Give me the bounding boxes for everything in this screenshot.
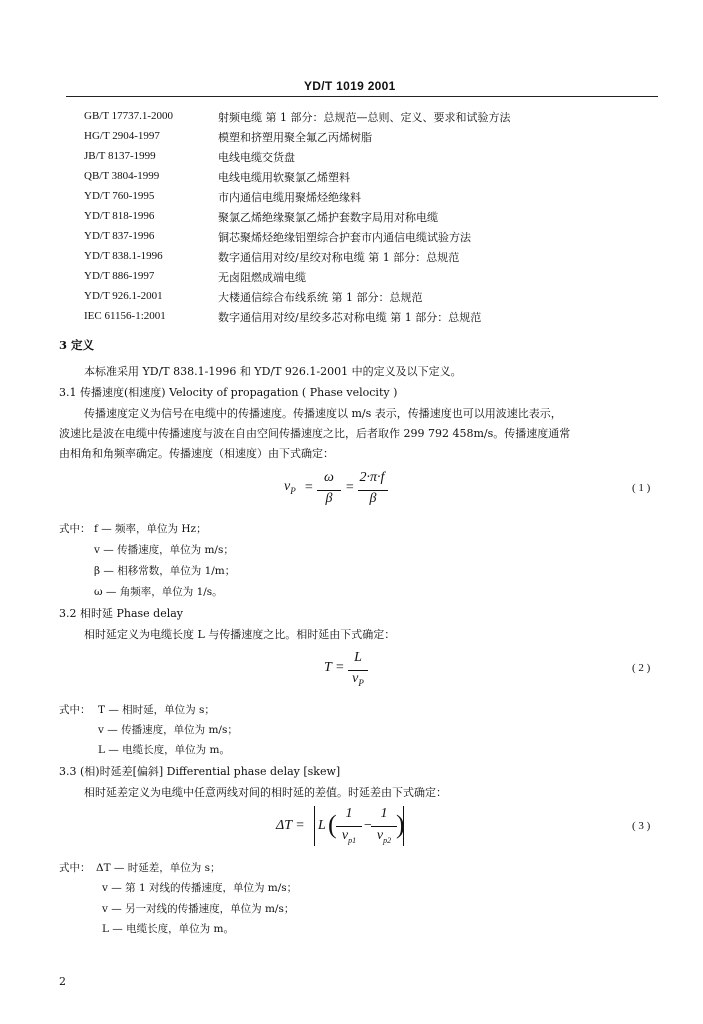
paren-left: (: [328, 810, 337, 839]
ref-code: YD/T 837-1996: [84, 230, 155, 242]
ref-title: 电线电缆交货盘: [218, 151, 295, 164]
fraction-bar: [371, 826, 397, 827]
subsection-heading-3-3: 3.3 (相)时延差[偏斜] Differential phase delay [skew]: [59, 765, 341, 778]
equation-number: ( 1 ): [632, 482, 651, 494]
ref-title: 射频电缆 第 1 部分：总规范—总则、定义、要求和试验方法: [218, 111, 511, 124]
where-item: v — 传播速度，单位为 m/s；: [94, 544, 234, 556]
page-number: 2: [59, 975, 66, 988]
ref-title: 市内通信电缆用聚烯烃绝缘料: [218, 191, 361, 204]
ref-code: YD/T 926.1-2001: [84, 290, 163, 302]
eq-subscript: p1: [348, 835, 357, 845]
section-intro: 本标准采用 YD/T 838.1-1996 和 YD/T 926.1-2001 中的定义及以下定义。: [84, 365, 462, 378]
where-item: v — 传播速度，单位为 m/s；: [98, 724, 238, 736]
subsection-heading-3-2: 3.2 相时延 Phase delay: [59, 607, 184, 620]
fraction-bar: [336, 826, 362, 827]
abs-bar-right: [403, 806, 404, 846]
eq-variable: v: [284, 479, 291, 494]
eq-numerator: L: [354, 650, 362, 665]
eq-denominator: v: [376, 828, 384, 843]
ref-code: YD/T 760-1995: [84, 190, 155, 202]
ref-title: 数字通信用对绞/星绞多芯对称电缆 第 1 部分：总规范: [218, 311, 482, 324]
eq-numerator: ω: [324, 470, 334, 485]
eq-numerator: 1: [380, 806, 388, 821]
eq-numerator: 2·π·f: [359, 470, 385, 485]
where-label: 式中：: [59, 704, 91, 716]
ref-code: JB/T 8137-1999: [84, 150, 156, 162]
ref-code: IEC 61156-1:2001: [84, 310, 166, 322]
paragraph: 相时延定义为电缆长度 L 与传播速度之比。相时延由下式确定：: [84, 628, 396, 641]
header-rule: [66, 96, 658, 97]
ref-code: QB/T 3804-1999: [84, 170, 160, 182]
where-item: f — 频率，单位为 Hz；: [94, 523, 207, 535]
paren-right: ): [396, 810, 405, 839]
eq-subscript: P: [290, 485, 296, 496]
ref-title: 聚氯乙烯绝缘聚氯乙烯护套数字局用对称电缆: [218, 211, 438, 224]
where-item: ΔT — 时延差，单位为 s；: [96, 862, 221, 874]
eq-lhs: ΔT =: [276, 818, 305, 833]
where-item: v — 另一对线的传播速度，单位为 m/s；: [102, 903, 295, 915]
paragraph: 相时延差定义为电缆中任意两线对间的相时延的差值。时延差由下式确定：: [84, 786, 447, 799]
ref-code: YD/T 838.1-1996: [84, 250, 163, 262]
document-header: YD/T 1019 2001: [304, 79, 396, 93]
ref-title: 电线电缆用软聚氯乙烯塑料: [218, 171, 350, 184]
where-item: β — 相移常数，单位为 1/m；: [94, 565, 236, 577]
eq-equals: =: [345, 480, 355, 495]
ref-title: 数字通信用对绞/星绞对称电缆 第 1 部分：总规范: [218, 251, 460, 264]
ref-code: YD/T 818-1996: [84, 210, 155, 222]
abs-bar-left: [314, 806, 315, 846]
eq-numerator: 1: [345, 806, 353, 821]
eq-minus: −: [364, 818, 372, 833]
ref-title: 模塑和挤塑用聚全氟乙丙烯树脂: [218, 131, 372, 144]
ref-code: YD/T 886-1997: [84, 270, 155, 282]
section-heading: 3 定义: [59, 338, 95, 352]
eq-denominator: v: [352, 671, 359, 686]
where-label: 式中：: [59, 523, 91, 535]
eq-subscript: p2: [383, 835, 392, 845]
ref-title: 铜芯聚烯烃绝缘铝塑综合护套市内通信电缆试验方法: [218, 231, 471, 244]
eq-equals: =: [304, 480, 314, 495]
equation-number: ( 3 ): [632, 820, 651, 832]
paragraph: 波速比是波在电缆中传播速度与波在自由空间传播速度之比，后者取作 299 792 458m/s。传播速度通常: [59, 427, 571, 440]
ref-code: HG/T 2904-1997: [84, 130, 160, 142]
subsection-heading-3-1: 3.1 传播速度(相速度) Velocity of propagation ( Phase velocity ): [59, 386, 398, 399]
where-item: T — 相时延，单位为 s；: [98, 704, 215, 716]
eq-denominator: β: [325, 491, 333, 506]
ref-title: 无卤阻燃成端电缆: [218, 271, 306, 284]
eq-denominator: β: [369, 491, 377, 506]
where-item: v — 第 1 对线的传播速度，单位为 m/s；: [102, 882, 298, 894]
paragraph: 由相角和角频率确定。传播速度（相速度）由下式确定：: [59, 447, 334, 460]
where-item: L — 电缆长度，单位为 m。: [102, 923, 234, 935]
eq-variable: L: [318, 818, 326, 833]
eq-subscript: P: [358, 677, 364, 688]
eq-lhs: T =: [324, 660, 345, 675]
ref-code: GB/T 17737.1-2000: [84, 110, 174, 122]
eq-denominator: v: [341, 828, 349, 843]
paragraph: 传播速度定义为信号在电缆中的传播速度。传播速度以 m/s 表示，传播速度也可以用波速比表示，: [84, 407, 562, 420]
ref-title: 大楼通信综合布线系统 第 1 部分：总规范: [218, 291, 423, 304]
where-item: ω — 角频率，单位为 1/s。: [94, 586, 223, 598]
equation-number: ( 2 ): [632, 662, 651, 674]
where-item: L — 电缆长度，单位为 m。: [98, 744, 230, 756]
where-label: 式中：: [59, 862, 91, 874]
